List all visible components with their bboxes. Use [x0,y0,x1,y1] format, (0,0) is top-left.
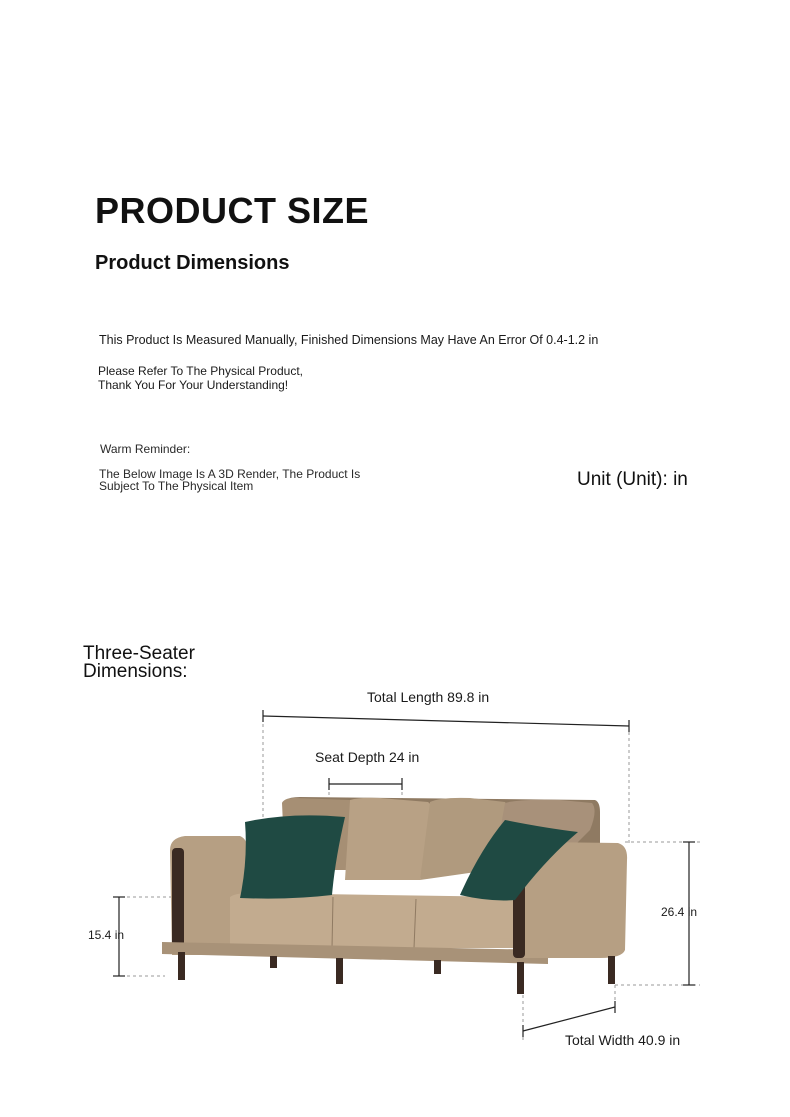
total-width-label: Total Width 40.9 in [565,1032,681,1048]
page-title: PRODUCT SIZE [95,190,370,231]
sofa [162,797,627,994]
length-line [263,716,629,726]
reminder-line2: Subject To The Physical Item [99,479,254,493]
refer-note-line2: Thank You For Your Understanding! [98,378,289,392]
total-height-label: 26.4 in [661,905,698,919]
leg-3 [336,958,343,984]
seat-height-label: 15.4 in [88,928,125,942]
leg-1 [178,952,185,980]
back-cushion-2 [345,798,433,880]
section-label-line1: Three-Seater [83,643,195,664]
width-line [523,1007,615,1031]
unit-label: Unit (Unit): in [577,469,688,490]
seat-cushions [230,893,528,948]
leg-5 [517,962,524,994]
seat-depth-label: Seat Depth 24 in [315,749,420,765]
reminder-label: Warm Reminder: [100,442,191,456]
page-subtitle: Product Dimensions [95,252,290,274]
leg-2 [270,956,277,968]
reminder-line1: The Below Image Is A 3D Render, The Product Is [99,467,361,481]
section-label-line2: Dimensions: [83,661,188,682]
leg-4 [434,960,441,974]
measure-note: This Product Is Measured Manually, Finished Dimensions May Have An Error Of 0.4-1.2 in [99,333,599,347]
leg-6 [608,956,615,984]
left-arm-frame [172,848,184,953]
total-length-label: Total Length 89.8 in [367,689,490,705]
left-pillow [240,815,345,898]
refer-note-line1: Please Refer To The Physical Product, [98,364,303,378]
